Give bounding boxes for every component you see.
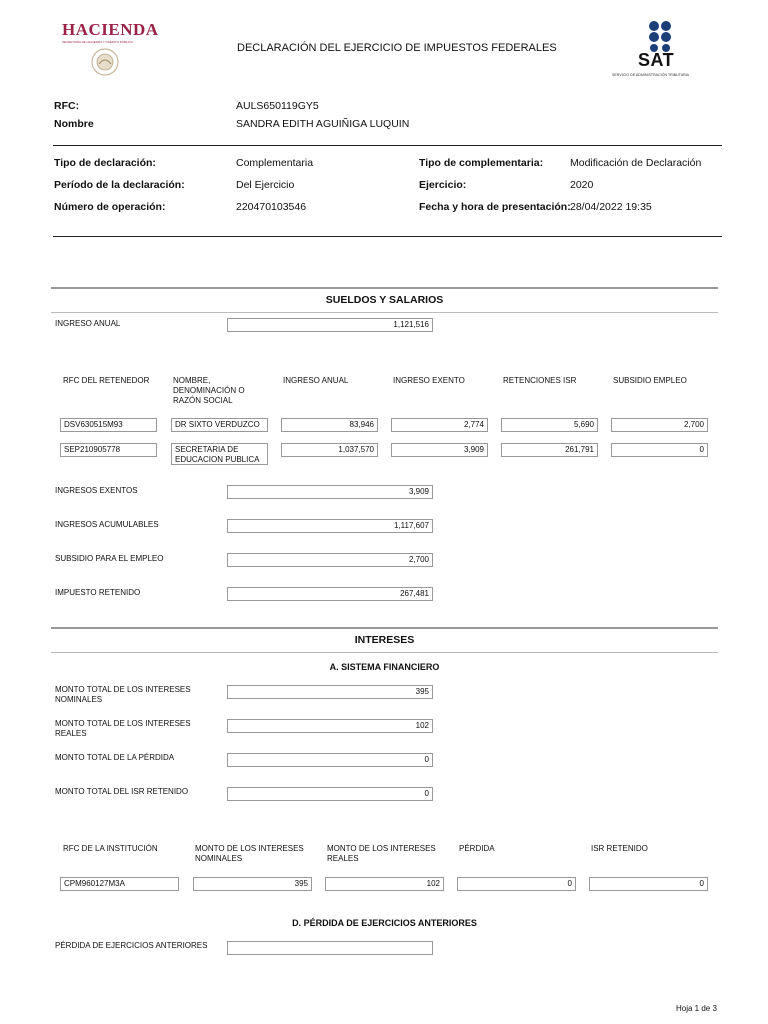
- col-header-rfc-institucion: RFC DE LA INSTITUCIÓN: [63, 844, 158, 853]
- tipo-complementaria-value: Modificación de Declaración: [570, 157, 702, 169]
- monto-perdida-label: MONTO TOTAL DE LA PÉRDIDA: [55, 753, 175, 762]
- ingresos-exentos-label: INGRESOS EXENTOS: [55, 486, 138, 495]
- retenedor-rfc-cell: DSV630515M93: [60, 418, 157, 432]
- divider-bottom: [53, 236, 722, 237]
- ingresos-acumulables-label: INGRESOS ACUMULABLES: [55, 520, 159, 529]
- intereses-reales-label: MONTO TOTAL DE LOS INTERESES REALES: [55, 719, 191, 738]
- col-header-nombre: NOMBRE, DENOMINACIÓN O RAZÓN SOCIAL: [173, 376, 245, 405]
- sat-logo-text: SAT: [638, 50, 675, 70]
- retenedor-nombre-cell: SECRETARIA DE EDUCACION PUBLICA: [171, 443, 268, 465]
- section-sueldos-title: SUELDOS Y SALARIOS: [51, 287, 718, 313]
- ingresos-exentos-field: 3,909: [227, 485, 433, 499]
- ejercicio-label: Ejercicio:: [419, 179, 467, 191]
- sat-dots-icon: [644, 20, 676, 52]
- intereses-nominales-field: 395: [227, 685, 433, 699]
- intereses-nominales-label: MONTO TOTAL DE LOS INTERESES NOMINALES: [55, 685, 191, 704]
- subsidio-empleo-label: SUBSIDIO PARA EL EMPLEO: [55, 554, 164, 563]
- retenedor-retenciones-cell: 5,690: [501, 418, 598, 432]
- monto-perdida-field: 0: [227, 753, 433, 767]
- retenedor-ingreso-cell: 83,946: [281, 418, 378, 432]
- col-header-retenciones-isr: RETENCIONES ISR: [503, 376, 577, 385]
- retenedor-exento-cell: 2,774: [391, 418, 488, 432]
- retenedor-exento-cell: 3,909: [391, 443, 488, 457]
- tipo-declaracion-value: Complementaria: [236, 157, 314, 169]
- col-header-perdida: PÉRDIDA: [459, 844, 495, 853]
- impuesto-retenido-field: 267,481: [227, 587, 433, 601]
- rfc-label: RFC:: [54, 100, 80, 112]
- tipo-declaracion-label: Tipo de declaración:: [54, 157, 156, 169]
- perdida-anteriores-label: PÉRDIDA DE EJERCICIOS ANTERIORES: [55, 941, 208, 950]
- col-header-subsidio-empleo: SUBSIDIO EMPLEO: [613, 376, 687, 385]
- retenedor-subsidio-cell: 0: [611, 443, 708, 457]
- sat-logo: [612, 18, 712, 82]
- isr-retenido-label: MONTO TOTAL DEL ISR RETENIDO: [55, 787, 189, 796]
- col-header-intereses-reales: MONTO DE LOS INTERESES REALES: [327, 844, 436, 863]
- name-value: SANDRA EDITH AGUIÑIGA LUQUIN: [236, 118, 410, 130]
- tipo-complementaria-label: Tipo de complementaria:: [419, 157, 544, 169]
- col-header-rfc-retenedor: RFC DEL RETENEDOR: [63, 376, 150, 385]
- document-title: DECLARACIÓN DEL EJERCICIO DE IMPUESTOS FEDERALES: [237, 42, 557, 54]
- retenedor-rfc-cell: SEP210905778: [60, 443, 157, 457]
- institucion-perdida-cell: 0: [457, 877, 576, 891]
- ingreso-anual-field: 1,121,516: [227, 318, 433, 332]
- col-header-ingreso-exento: INGRESO EXENTO: [393, 376, 465, 385]
- institucion-nominales-cell: 395: [193, 877, 312, 891]
- retenedor-subsidio-cell: 2,700: [611, 418, 708, 432]
- col-header-isr-retenido: ISR RETENIDO: [591, 844, 648, 853]
- retenedor-retenciones-cell: 261,791: [501, 443, 598, 457]
- rfc-value: AULS650119GY5: [236, 100, 319, 112]
- sat-logo-subtext: SERVICIO DE ADMINISTRACIÓN TRIBUTARIA: [612, 73, 690, 77]
- ingreso-anual-label: INGRESO ANUAL: [55, 319, 121, 328]
- page-number: Hoja 1 de 3: [676, 1004, 717, 1013]
- hacienda-logo: [56, 18, 160, 82]
- fecha-label: Fecha y hora de presentación:: [419, 201, 571, 213]
- intereses-reales-field: 102: [227, 719, 433, 733]
- col-header-intereses-nominales: MONTO DE LOS INTERESES NOMINALES: [195, 844, 304, 863]
- subsidio-empleo-field: 2,700: [227, 553, 433, 567]
- col-header-ingreso-anual: INGRESO ANUAL: [283, 376, 349, 385]
- hacienda-logo-subtext: SECRETARÍA DE HACIENDA Y CRÉDITO PÚBLICO: [62, 40, 133, 44]
- ingresos-acumulables-field: 1,117,607: [227, 519, 433, 533]
- retenedor-ingreso-cell: 1,037,570: [281, 443, 378, 457]
- operacion-label: Número de operación:: [54, 201, 166, 213]
- isr-retenido-field: 0: [227, 787, 433, 801]
- hacienda-logo-text: HACIENDA: [62, 20, 159, 39]
- perdida-anteriores-field: [227, 941, 433, 955]
- impuesto-retenido-label: IMPUESTO RETENIDO: [55, 588, 141, 597]
- periodo-value: Del Ejercicio: [236, 179, 295, 191]
- ejercicio-value: 2020: [570, 179, 594, 191]
- name-label: Nombre: [54, 118, 94, 130]
- institucion-isr-cell: 0: [589, 877, 708, 891]
- retenedor-nombre-cell: DR SIXTO VERDUZCO: [171, 418, 268, 432]
- perdida-ejercicios-subtitle: D. PÉRDIDA DE EJERCICIOS ANTERIORES: [292, 918, 477, 928]
- sistema-financiero-subtitle: A. SISTEMA FINANCIERO: [329, 662, 440, 672]
- section-intereses-title: INTERESES: [51, 627, 718, 653]
- divider-top: [53, 145, 722, 146]
- institucion-rfc-cell: CPM960127M3A: [60, 877, 179, 891]
- fecha-value: 28/04/2022 19:35: [570, 201, 652, 213]
- periodo-label: Período de la declaración:: [54, 179, 185, 191]
- institucion-reales-cell: 102: [325, 877, 444, 891]
- national-seal-icon: [90, 47, 120, 77]
- operacion-value: 220470103546: [236, 201, 307, 213]
